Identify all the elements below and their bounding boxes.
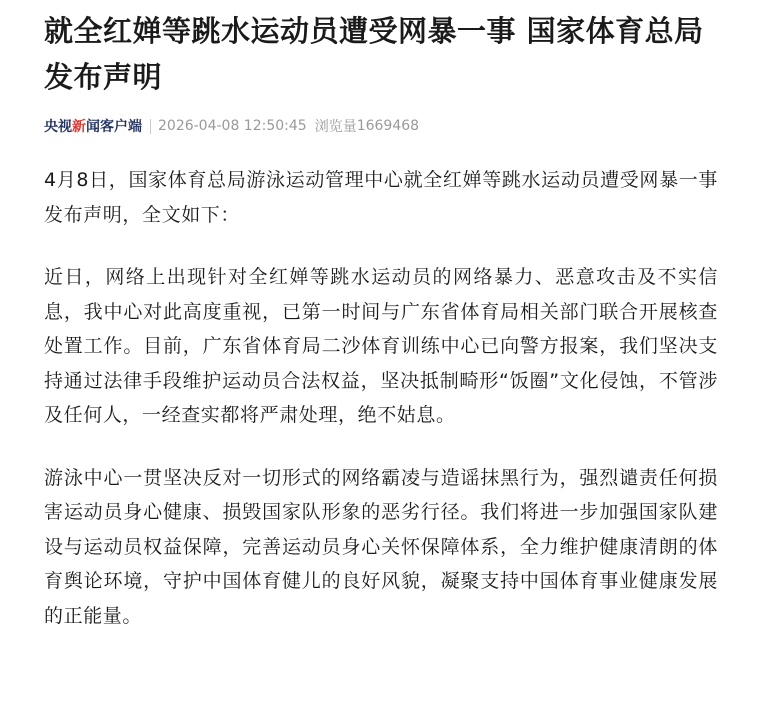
views-label: 浏览量 <box>314 119 357 135</box>
meta-divider <box>150 119 151 134</box>
article-title: 就全红婵等跳水运动员遭受网暴一事 国家体育总局发布声明 <box>44 14 704 94</box>
article-body <box>44 163 718 633</box>
paragraph-statement-2: 游泳中心一贯坚决反对一切形式的网络霸凌与造谣抹黑行为，强烈谴责任何损害运动员身心健康、损毁国家队形象的恶劣行径。我们将进一步加强国家队建设与运动员权益保障，完善运动员身心关怀保障体系，全力维护健康清朗的体育舆论环境，守护中国体育健儿的良好风貌，凝聚支持中国体育事业健康发展的正能量。 <box>44 466 718 627</box>
views-count: 1669468 <box>356 118 420 134</box>
source-name-part1: 央视 <box>44 119 72 135</box>
source-link[interactable] <box>44 116 142 136</box>
publish-datetime: 2026-04-08 12:50:45 <box>158 118 307 134</box>
paragraph-statement-1: 近日，网络上出现针对全红婵等跳水运动员的网络暴力、恶意攻击及不实信息，我中心对此高度重视，已第一时间与广东省体育局相关部门联合开展核查处置工作。目前，广东省体育局二沙体育训练中心已向警方报案，我们坚决支持通过法律手段维护运动员合法权益，坚决抵制畸形“饭圈”文化侵蚀，不管涉及任何人，一经查实都将严肃处理，绝不姑息。 <box>44 266 718 426</box>
source-name-part2: 闻客户端 <box>86 119 142 135</box>
source-name-highlight: 新 <box>72 119 86 135</box>
paragraph-intro: 4月8日，国家体育总局游泳运动管理中心就全红婵等跳水运动员遭受网暴一事发布声明，全文如下： <box>44 169 718 226</box>
article-meta <box>44 114 718 138</box>
